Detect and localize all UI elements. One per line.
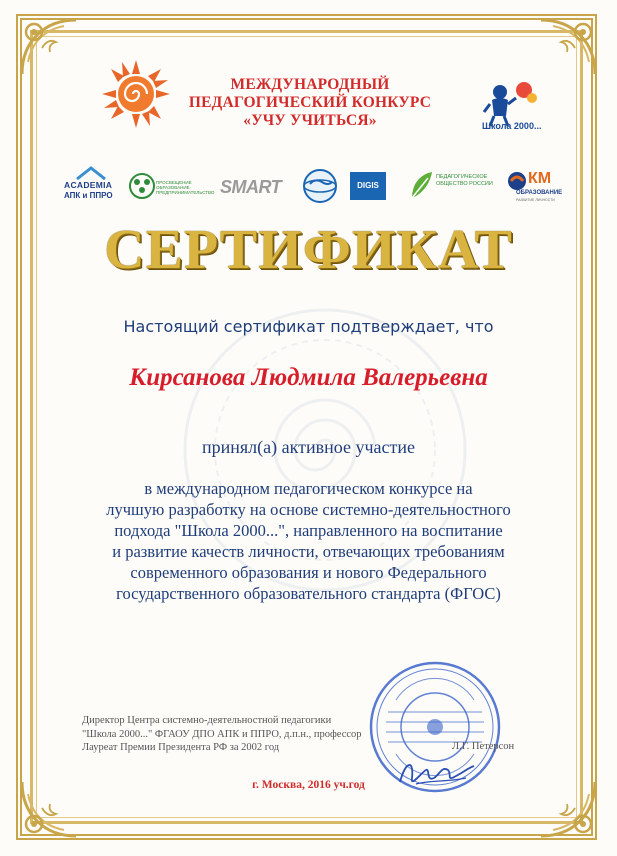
- ornament-corner-top-left-icon: [14, 12, 84, 82]
- people-circle-icon: [128, 172, 156, 200]
- partner-logos: [60, 166, 570, 208]
- contest-title-line2: ПЕДАГОГИЧЕСКИЙ КОНКУРС: [188, 94, 432, 111]
- director-title-line: Директор Центра системно-деятельностной педагогики: [82, 715, 332, 726]
- academia-roof-icon: [76, 166, 106, 180]
- body-line: современного образования и нового Федерального: [130, 563, 487, 582]
- contest-title-line1: МЕЖДУНАРОДНЫЙ: [230, 76, 390, 93]
- academia-logo-text: ACADEMIA: [64, 180, 113, 190]
- globe-logo: [300, 166, 342, 206]
- smart-logo-text: SMART: [220, 177, 282, 197]
- pedagogical-society-text: ПЕДАГОГИЧЕСКОЕ ОБЩЕСТВО РОССИИ: [436, 174, 493, 187]
- certificate-body: [60, 478, 557, 604]
- digis-logo: [350, 166, 390, 206]
- director-info: [82, 714, 502, 755]
- recipient-name: Кирсанова Людмила Валерьевна: [129, 364, 488, 391]
- director-award-line: Лауреат Премии Президента РФ за 2002 год: [82, 742, 280, 753]
- km-education-logo: [506, 166, 576, 206]
- smart-logo: [220, 166, 286, 206]
- certificate-title: СЕРТИФИКАТ: [104, 219, 513, 281]
- academia-logo: [60, 166, 122, 206]
- ornament-corner-top-right-icon: [533, 12, 603, 82]
- globe-icon: [302, 168, 338, 204]
- city-year: г. Москва, 2016 уч.год: [252, 779, 365, 791]
- pedagogical-society-logo: [406, 166, 500, 206]
- director-name: Л.Г. Петерсон: [452, 741, 515, 752]
- academia-logo-subtext: АПК и ППРО: [64, 191, 113, 200]
- body-line: подхода "Школа 2000...", направленного на воспитание: [114, 521, 503, 540]
- km-logo-text: КМ: [528, 170, 552, 187]
- director-title-line: "Школа 2000..." ФГАОУ ДПО АПК и ППРО, д.п.н., профессор: [82, 728, 362, 740]
- body-line: государственного образовательного стандарта (ФГОС): [116, 584, 501, 603]
- km-logo-tinytext: РАЗВИТИЕ ЛИЧНОСТИ: [516, 198, 555, 202]
- school-2000-logo-text: Школа 2000...: [482, 121, 542, 131]
- body-line: в международном педагогическом конкурсе на: [144, 479, 473, 498]
- body-line: лучшую разработку на основе системно-деятельностного: [106, 500, 511, 519]
- confirmation-text: Настоящий сертификат подтверждает, что: [123, 317, 494, 336]
- prosveshchenie-logo-text: ПРОСВЕЩЕНИЕ ОБРАЗОВАНИЕ ПРЕДПРИНИМАТЕЛЬСТВО: [156, 180, 215, 195]
- prosveshchenie-logo: [126, 166, 215, 206]
- digis-logo-text: DIGIS: [350, 172, 386, 200]
- contest-title-line3: «УЧУ УЧИТЬСЯ»: [243, 112, 377, 129]
- participation-text: принял(а) активное участие: [202, 437, 415, 457]
- leaf-icon: [408, 170, 434, 200]
- km-logo-subtext: ОБРАЗОВАНИЕ: [516, 190, 563, 196]
- km-swirl-icon: [506, 170, 528, 192]
- body-line: и развитие качеств личности, отвечающих требованиям: [112, 542, 505, 561]
